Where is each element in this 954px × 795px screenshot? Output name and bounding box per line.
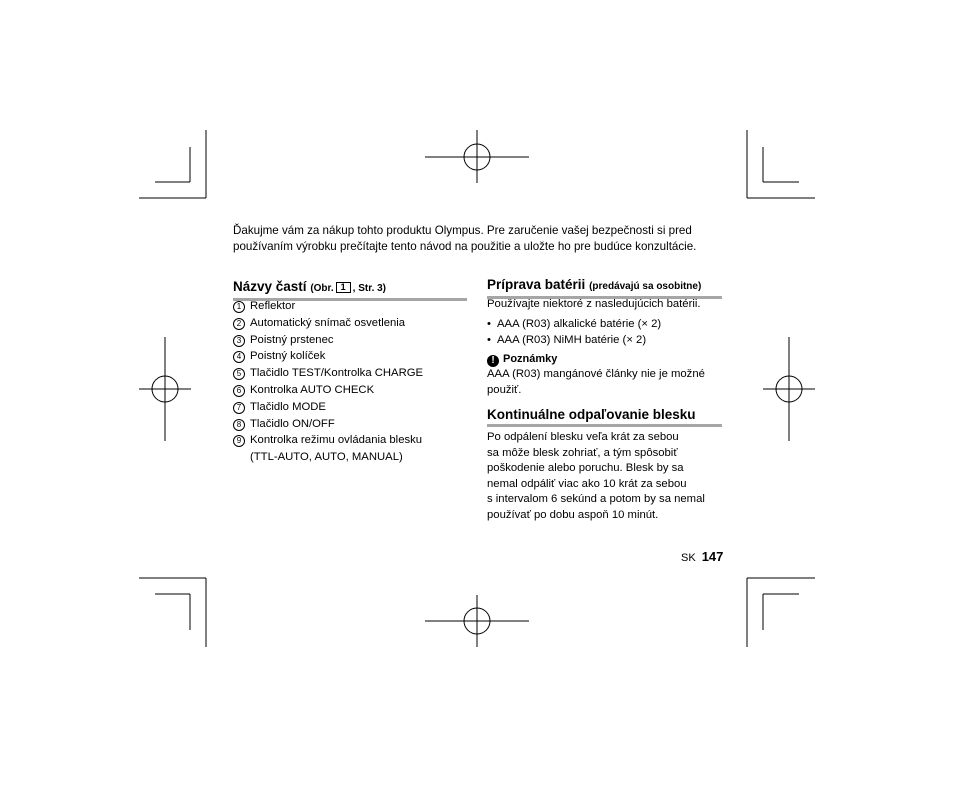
list-item <box>233 399 473 416</box>
parts-list <box>233 298 473 466</box>
intro-line: používaním výrobku prečítajte tento návod na použitie a uložte ho pre budúce konzultácie. <box>233 240 697 253</box>
crop-mark-top-right <box>747 130 815 198</box>
number-circle-icon: 8 <box>233 419 245 431</box>
note-text <box>487 367 705 398</box>
number-circle-icon: 9 <box>233 435 245 447</box>
note-line: AAA (R03) mangánové články nie je možné <box>487 368 705 380</box>
list-item <box>233 332 473 349</box>
part-label-continuation: (TTL-AUTO, AUTO, MANUAL) <box>250 451 403 464</box>
list-item <box>233 348 473 365</box>
number-circle-icon: 3 <box>233 335 245 347</box>
flash-paragraph <box>487 430 705 523</box>
battery-title: Príprava batérii <box>487 277 586 292</box>
number-circle-icon: 5 <box>233 368 245 380</box>
list-item <box>233 315 473 332</box>
list-item: • AAA (R03) NiMH batérie (× 2) <box>487 333 661 349</box>
intro-paragraph <box>233 223 733 255</box>
crop-mark-bottom-right <box>747 578 815 647</box>
list-item <box>233 365 473 382</box>
language-code: SK <box>681 552 696 564</box>
part-label: Kontrolka AUTO CHECK <box>250 383 375 396</box>
part-label: Reflektor <box>250 300 296 312</box>
page-footer <box>681 549 723 566</box>
parts-figure-reference: (Obr. 1 , Str. 3) <box>310 282 387 294</box>
part-label: Automatický snímač osvetlenia <box>250 316 406 329</box>
battery-list <box>487 317 661 348</box>
intro-line: Ďakujme vám za nákup tohto produktu Olympus. Pre zaručenie vašej bezpečnosti si pred <box>233 224 692 237</box>
battery-intro: Používajte niektoré z nasledujúcich batérii. <box>487 298 701 310</box>
registration-mark-bottom <box>425 595 529 647</box>
flash-line: Po odpálení blesku veľa krát za sebou <box>487 431 679 443</box>
page-number: 147 <box>701 549 724 564</box>
number-circle-icon: 1 <box>233 301 245 313</box>
flash-heading <box>487 407 722 427</box>
flash-title: Kontinuálne odpaľovanie blesku <box>487 407 696 422</box>
number-circle-icon: 6 <box>233 385 245 397</box>
figure-number-box: 1 <box>336 282 351 293</box>
part-label: Tlačidlo TEST/Kontrolka CHARGE <box>250 367 424 380</box>
note-title: Poznámky <box>503 353 558 365</box>
crop-mark-bottom-left <box>139 578 206 647</box>
number-circle-icon: 7 <box>233 402 245 414</box>
number-circle-icon: 4 <box>233 351 245 363</box>
list-item <box>233 416 473 433</box>
list-item <box>233 382 473 399</box>
exclamation-icon: ! <box>487 355 499 367</box>
part-label: Tlačidlo ON/OFF <box>250 417 335 430</box>
part-label: Kontrolka režimu ovládania blesku <box>250 434 423 447</box>
note-line: použiť. <box>487 383 522 396</box>
list-item <box>233 432 473 466</box>
part-label: Poistný prstenec <box>250 333 334 346</box>
flash-line: poškodenie alebo poruchu. Blesk by sa <box>487 462 684 474</box>
flash-line: nemal odpáliť viac ako 10 krát za sebou <box>487 477 687 490</box>
registration-mark-right <box>763 337 815 441</box>
flash-line: používať po dobu aspoň 10 minút. <box>487 508 659 521</box>
battery-heading <box>487 277 722 299</box>
registration-mark-top <box>425 130 529 183</box>
flash-line: sa môže blesk zohriať, a tým spôsobiť <box>487 446 678 459</box>
battery-subtitle: (predávajú sa osobitne) <box>589 281 702 292</box>
crop-mark-top-left <box>139 130 206 198</box>
list-item: • AAA (R03) alkalické batérie (× 2) <box>487 317 661 333</box>
note-heading <box>487 351 557 367</box>
number-circle-icon: 2 <box>233 318 245 330</box>
registration-mark-left <box>139 337 191 441</box>
part-label: Tlačidlo MODE <box>250 400 326 413</box>
part-label: Poistný kolíček <box>250 350 326 363</box>
parts-title: Názvy častí <box>233 279 307 294</box>
list-item <box>233 298 473 315</box>
flash-line: s intervalom 6 sekúnd a potom by sa nemal <box>487 493 705 505</box>
